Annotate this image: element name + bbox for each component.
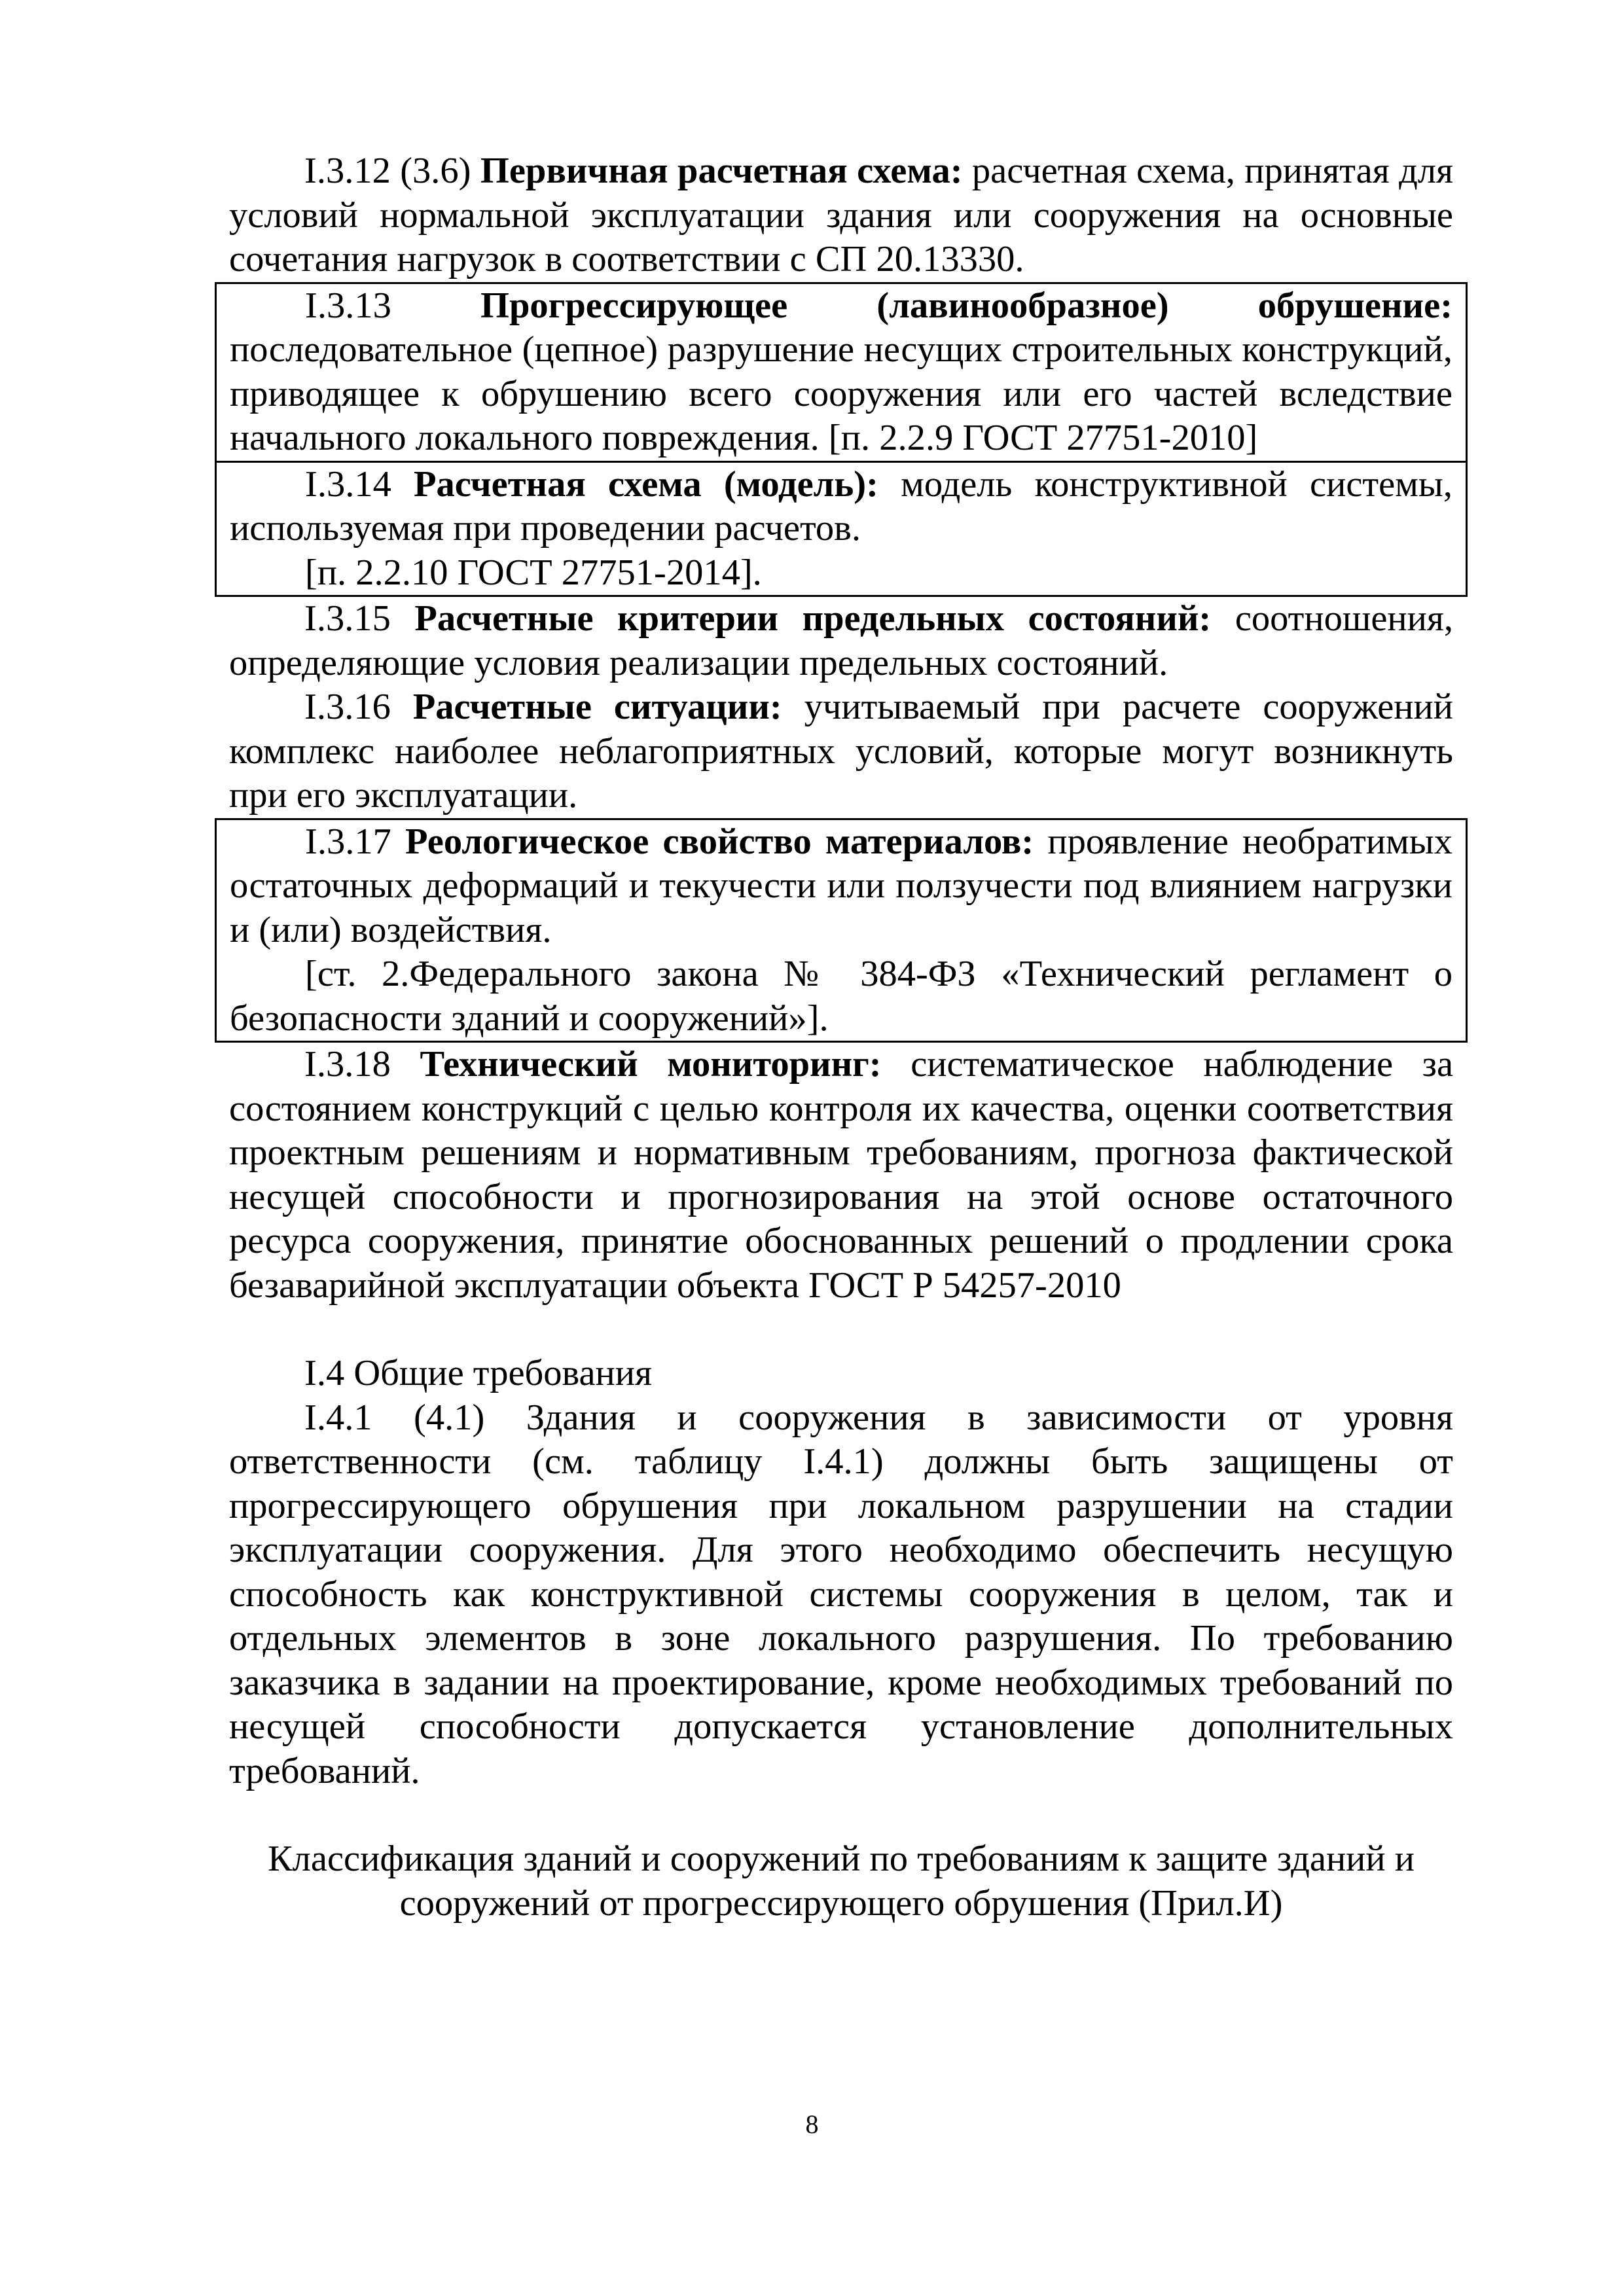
item-term: Расчетная схема (модель): (414, 463, 878, 505)
item-number: I.3.16 (304, 687, 391, 727)
section-heading: I.4 Общие требования (304, 1353, 652, 1393)
definition-item-3-12 (229, 149, 1453, 282)
item-term: Расчетные ситуации: (412, 687, 782, 727)
definition-item-3-16 (229, 685, 1453, 818)
document-page (229, 149, 1453, 1926)
blank-line (229, 1308, 1453, 1352)
item-number: I.3.18 (304, 1044, 391, 1085)
item-text: расчетная схема, принятая для условий нормальной эксплуатации здания или сооружения на основные сочетания нагрузок в соответствии с СП 20.13330. (229, 151, 1454, 279)
item-text: модель конструктивной системы, используемая при проведении расчетов. (230, 463, 1453, 548)
item-number: I.3.14 (305, 463, 391, 505)
item-text: учитываемый при расчете сооружений комплекс наиболее неблагоприятных условий, которые могут возникнуть при его эксплуатации. (229, 687, 1453, 816)
item-term: Технический мониторинг: (420, 1044, 882, 1085)
item-text: соотношения, определяющие условия реализации предельных состояний. (229, 598, 1454, 683)
blank-line (229, 1793, 1453, 1837)
boxed-definition-3-14 (215, 463, 1468, 598)
boxed-definition-3-17 (215, 818, 1468, 1043)
definition-item-3-13 (230, 284, 1453, 461)
definition-item-3-14 (230, 463, 1453, 551)
item-term: Первичная расчетная схема: (480, 151, 963, 191)
item-number: I.3.15 (304, 598, 391, 639)
item-number: I.3.17 (305, 821, 391, 862)
item-text: последовательное (цепное) разрушение несущих строительных конструкций, приводящее к обрушению всего сооружения или его частей вследствие начального локального повреждения. [п. 2.2.9 ГОСТ 27751-2010] (230, 329, 1453, 458)
table-caption-line-1: Классификация зданий и сооружений по требованиям к защите зданий и (267, 1839, 1415, 1879)
definition-item-3-18 (229, 1043, 1453, 1308)
definition-item-3-17 (230, 820, 1453, 953)
item-text: проявление необратимых остаточных деформаций и текучести или ползучести под влиянием нагрузки и (или) воздействия. (230, 821, 1453, 950)
page-number: 8 (805, 2109, 819, 2139)
item-text: систематическое наблюдение за состоянием конструкций с целью контроля их качества, оценки соответствия проектным решениям и нормативным требованиям, прогноза фактической несущей способности и прогнозирования на этой основе остаточного ресурса сооружения, принятие обоснованных решений о продлении срока безаварийной эксплуатации объекта ГОСТ Р 54257-2010 (229, 1044, 1454, 1306)
item-term: Прогрессирующее (лавинообразное) обрушение: (480, 285, 1453, 326)
boxed-definition-3-13 (215, 282, 1468, 463)
item-number: I.3.13 (305, 285, 391, 326)
section-paragraph: I.4.1 (4.1) Здания и сооружения в зависимости от уровня ответственности (см. таблицу I.4.1) должны быть защищены от прогрессирующего обрушения при локальном разрушении на стадии эксплуатации сооружения. Для этого необходимо обеспечить несущую способность как конструктивной системы сооружения в целом, так и отдельных элементов в зоне локального разрушения. По требованию заказчика в задании на проектирование, кроме необходимых требований по несущей способности допускается установление дополнительных требований. (229, 1397, 1453, 1791)
item-reference: [ст. 2.Федерального закона № 384-ФЗ «Технический регламент о безопасности зданий и сооружений»]. (230, 954, 1453, 1039)
table-caption-line-2: сооружений от прогрессирующего обрушения (Прил.И) (399, 1882, 1283, 1924)
item-reference: [п. 2.2.10 ГОСТ 27751-2014]. (305, 552, 762, 593)
definition-item-3-15 (229, 597, 1453, 685)
item-term: Расчетные критерии предельных состояний: (414, 598, 1212, 639)
item-term: Реологическое свойство материалов: (405, 821, 1034, 862)
item-number: I.3.12 (3.6) (304, 151, 471, 191)
